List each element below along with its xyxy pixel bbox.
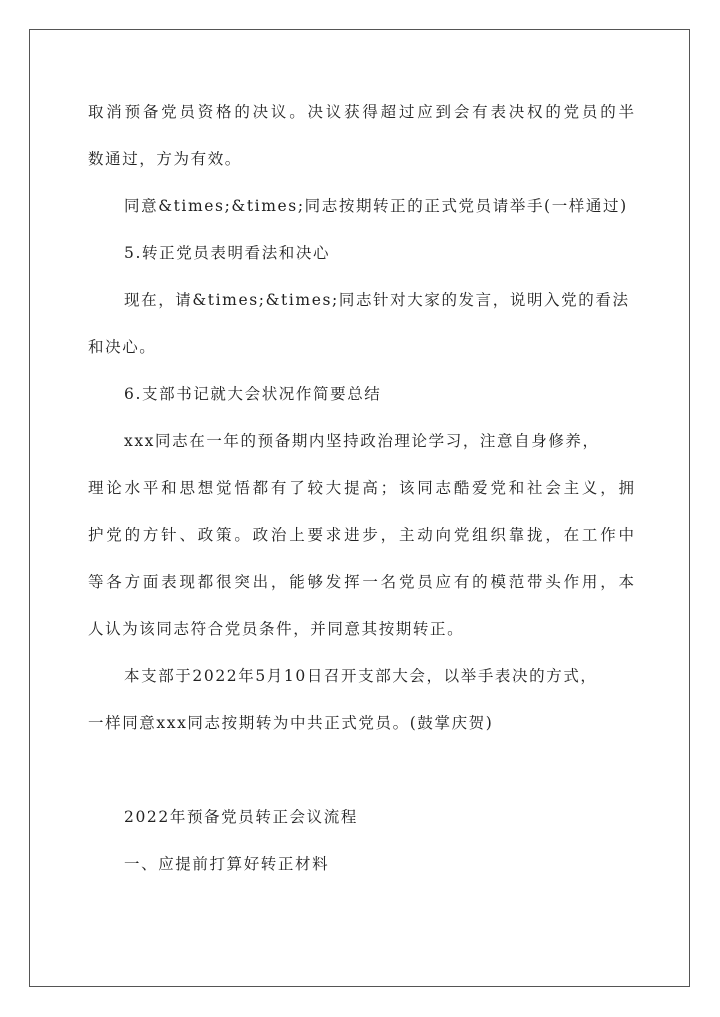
- paragraph-line: 和决心。: [88, 338, 157, 356]
- paragraph-line: 现在，请&times;&times;同志针对大家的发言，说明入党的看法: [124, 291, 630, 309]
- paragraph-line: 取消预备党员资格的决议。决议获得超过应到会有表决权的党员的半: [88, 103, 634, 121]
- document-title: 2022年预备党员转正会议流程: [124, 808, 358, 826]
- page-border: [29, 29, 690, 987]
- paragraph-line: 一样同意xxx同志按期转为中共正式党员。(鼓掌庆贺): [88, 714, 494, 732]
- section-heading: 6.支部书记就大会状况作简要总结: [124, 385, 382, 403]
- paragraph-line: 人认为该同志符合党员条件，并同意其按期转正。: [88, 620, 465, 638]
- paragraph-line: 同意&times;&times;同志按期转正的正式党员请举手(一样通过): [124, 197, 628, 215]
- section-heading: 一、应提前打算好转正材料: [124, 855, 330, 873]
- paragraph-line: 护党的方针、政策。政治上要求进步，主动向党组织靠拢，在工作中: [88, 526, 634, 544]
- paragraph-line: 等各方面表现都很突出，能够发挥一名党员应有的模范带头作用，本: [88, 573, 634, 591]
- paragraph-line: xxx同志在一年的预备期内坚持政治理论学习，注意自身修养，: [124, 432, 600, 450]
- paragraph-line: 数通过，方为有效。: [88, 150, 242, 168]
- section-heading: 5.转正党员表明看法和决心: [124, 244, 331, 262]
- paragraph-line: 理论水平和思想觉悟都有了较大提高；该同志酷爱党和社会主义，拥: [88, 479, 634, 497]
- paragraph-line: 本支部于2022年5月10日召开支部大会，以举手表决的方式，: [124, 667, 598, 685]
